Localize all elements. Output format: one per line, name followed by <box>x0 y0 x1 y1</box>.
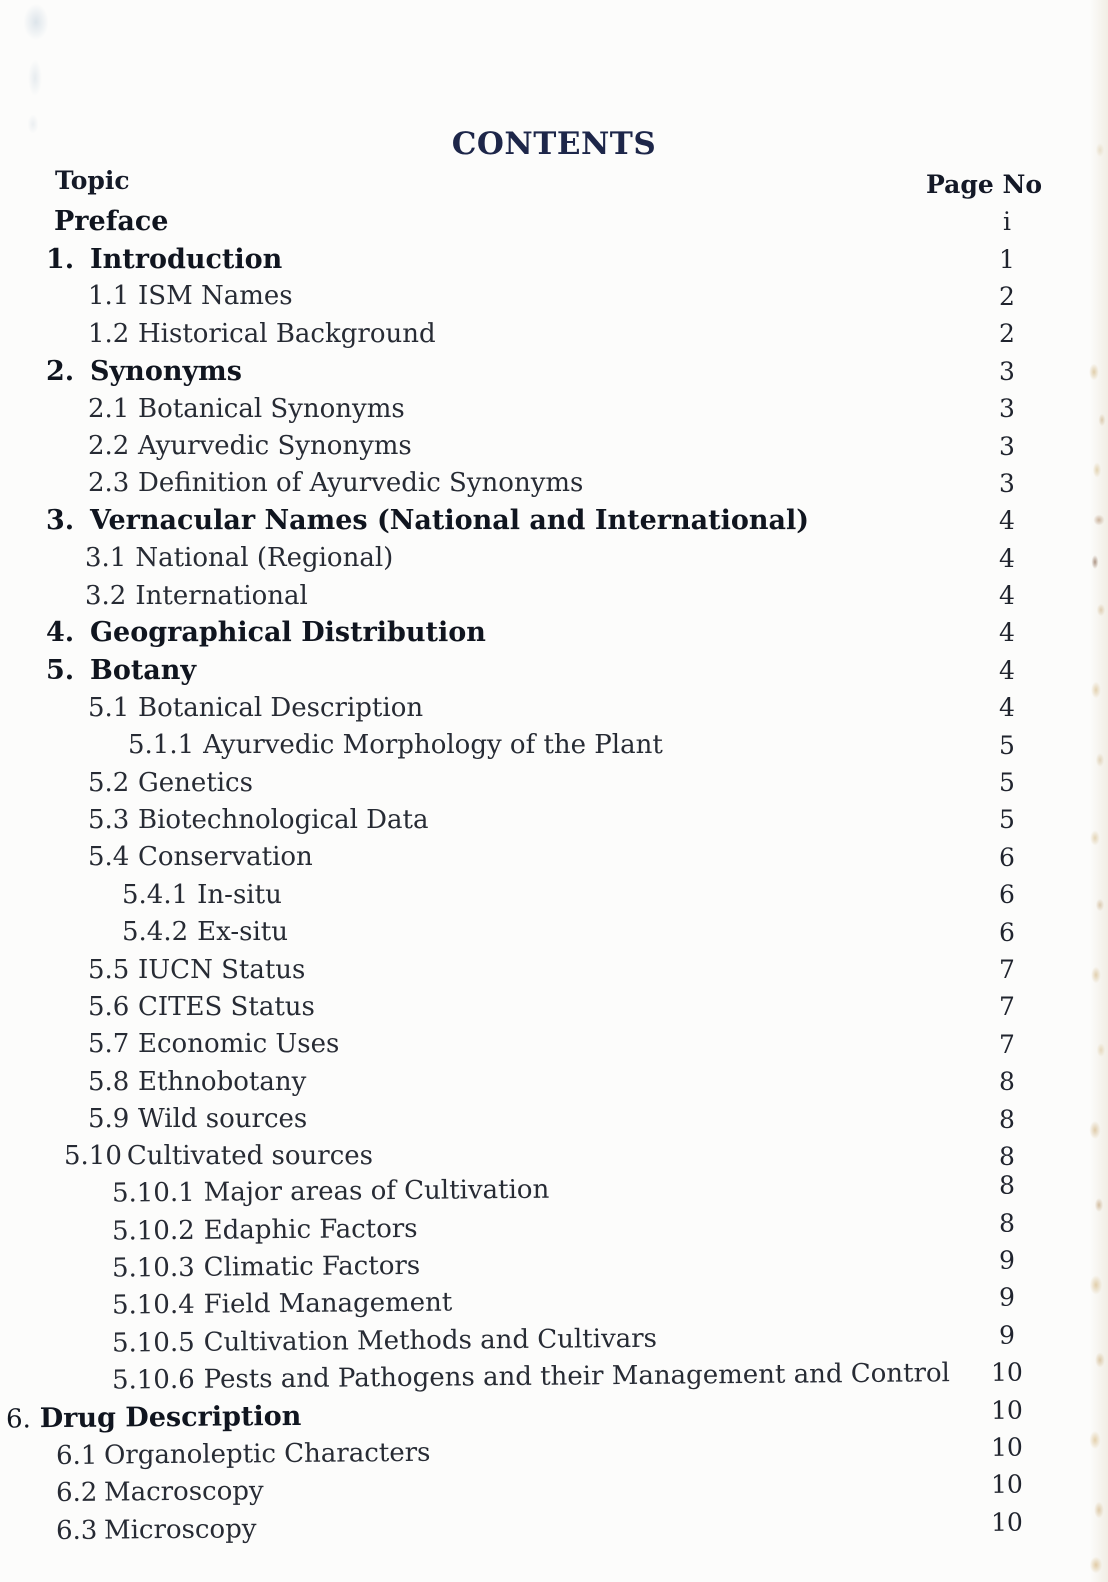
toc-item-page-number: 8 <box>999 1104 1015 1134</box>
toc-item-page-number: 4 <box>999 581 1015 611</box>
toc-row <box>0 240 1108 277</box>
toc-row <box>0 689 1108 726</box>
toc-item-page-number: 5 <box>999 805 1015 835</box>
toc-item-label: Vernacular Names (National and International) <box>90 505 809 537</box>
toc-row <box>0 652 1108 689</box>
toc-row <box>0 801 1108 838</box>
toc-item-number: 1. <box>46 243 75 275</box>
toc-item-number: 5.8 <box>88 1066 130 1097</box>
toc-item-number: 5.10 <box>64 1141 122 1172</box>
toc-row <box>0 764 1108 801</box>
toc-item-page-number: 6 <box>999 842 1015 872</box>
toc-item-page-number: 9 <box>998 1283 1016 1313</box>
toc-item-page-number: 2 <box>999 319 1015 349</box>
toc-item-label: National (Regional) <box>135 543 394 574</box>
toc-row <box>0 1026 1108 1063</box>
toc-item-page-number: 7 <box>999 955 1015 984</box>
toc-item-label: Pests and Pathogens and their Management and Control <box>203 1358 951 1395</box>
toc-row <box>0 876 1108 913</box>
column-header <box>0 166 1108 200</box>
page-edge-stains <box>1082 0 1108 1582</box>
toc-row <box>0 465 1108 502</box>
toc-item-label: Ayurvedic Synonyms <box>138 431 412 462</box>
toc-item-page-number: 7 <box>999 1029 1015 1059</box>
toc-item-page-number: i <box>1003 207 1011 237</box>
toc-item-page-number: 10 <box>990 1395 1023 1425</box>
toc-item-page-number: 3 <box>999 468 1015 498</box>
toc-row <box>0 390 1108 427</box>
toc-item-number: 5.10.1 <box>111 1177 195 1209</box>
toc-item-label: Climatic Factors <box>203 1250 421 1283</box>
toc-item-number: 3. <box>46 505 75 537</box>
toc-item-page-number: 1 <box>999 244 1015 274</box>
toc-item-number: 5.3 <box>88 804 130 835</box>
toc-item-number: 6.1 <box>55 1440 98 1471</box>
toc-item-page-number: 8 <box>998 1208 1016 1238</box>
toc-item-page-number: 6 <box>999 880 1015 910</box>
toc-item-label: Drug Description <box>39 1400 302 1434</box>
toc-item-number: 5. <box>46 654 75 686</box>
toc-row <box>0 278 1108 315</box>
toc-item-number: 5.1 <box>88 692 130 723</box>
toc-item-page-number: 10 <box>990 1507 1023 1537</box>
toc-item-label: Field Management <box>203 1287 453 1320</box>
toc-item-page-number: 8 <box>998 1171 1016 1201</box>
toc-item-page-number: 4 <box>999 618 1015 648</box>
toc-item-label: Genetics <box>138 767 253 798</box>
toc-item-label: Botany <box>90 654 197 686</box>
toc-item-page-number: 4 <box>999 693 1015 723</box>
toc-row <box>0 427 1108 464</box>
toc-item-label: International <box>135 580 308 611</box>
toc-item-number: 6. <box>5 1403 31 1434</box>
toc-item-number: 5.10.3 <box>111 1252 195 1284</box>
toc-row <box>0 726 1108 763</box>
toc-item-page-number: 7 <box>999 992 1015 1022</box>
toc-item-page-number: 5 <box>999 730 1015 760</box>
toc-row <box>0 1100 1108 1137</box>
toc-item-page-number: 10 <box>990 1470 1023 1500</box>
toc-row <box>0 1063 1108 1100</box>
toc-item-label: Cultivation Methods and Cultivars <box>203 1323 658 1358</box>
toc-item-page-number: 4 <box>999 655 1015 685</box>
toc-item-number: 2.2 <box>88 431 130 462</box>
toc-item-page-number: 4 <box>999 506 1015 536</box>
toc-item-label: Definition of Ayurvedic Synonyms <box>138 468 584 499</box>
toc-row <box>0 502 1108 539</box>
toc-item-label: Conservation <box>138 842 313 873</box>
toc-item-number: 5.4.1 <box>122 879 189 910</box>
toc-item-number: 5.1.1 <box>128 730 195 761</box>
toc-item-label: Biotechnological Data <box>138 804 429 835</box>
toc-item-number: 5.5 <box>88 954 130 985</box>
toc-item-number: 5.10.4 <box>111 1289 195 1321</box>
page-title: CONTENTS <box>451 126 657 162</box>
topic-column-label: Topic <box>55 166 130 195</box>
toc-item-label: Ayurvedic Morphology of the Plant <box>203 730 663 761</box>
toc-item-label: Introduction <box>90 243 283 275</box>
toc-item-label: Organoleptic Characters <box>103 1437 431 1471</box>
toc-item-label: Botanical Synonyms <box>138 393 405 424</box>
page-no-column-label: Page No <box>926 170 1042 199</box>
toc-item-page-number: 5 <box>999 768 1015 798</box>
toc-item-page-number: 8 <box>999 1141 1015 1171</box>
toc-item-label: Microscopy <box>103 1513 257 1545</box>
toc-item-label: Economic Uses <box>138 1029 340 1060</box>
toc-item-label: Botanical Description <box>138 692 424 723</box>
toc-item-page-number: 6 <box>999 917 1015 947</box>
toc-item-label: Ex-situ <box>197 917 288 948</box>
toc-item-page-number: 9 <box>998 1320 1016 1350</box>
toc-item-label: CITES Status <box>138 991 315 1022</box>
toc-row <box>0 839 1108 876</box>
toc-item-number: 5.9 <box>88 1104 130 1135</box>
toc-item-number: 6.2 <box>55 1477 98 1509</box>
toc-row <box>0 315 1108 352</box>
toc-item-label: Ethnobotany <box>138 1066 307 1097</box>
toc-row <box>0 540 1108 577</box>
toc-row <box>0 951 1108 988</box>
toc-item-number: 5.10.6 <box>111 1364 195 1396</box>
toc-item-number: 1.2 <box>88 318 130 349</box>
toc-item-label: IUCN Status <box>138 954 306 985</box>
toc-row <box>0 577 1108 614</box>
toc-row <box>0 203 1108 240</box>
toc-row <box>0 614 1108 651</box>
toc-item-number: 6.3 <box>55 1515 98 1546</box>
toc-item-page-number: 10 <box>990 1432 1023 1462</box>
toc-item-page-number: 9 <box>998 1245 1016 1275</box>
toc-item-number: 5.6 <box>88 991 130 1022</box>
toc-item-page-number: 4 <box>999 543 1015 573</box>
toc-item-number: 5.4 <box>88 842 130 873</box>
toc-item-number: 5.4.2 <box>122 917 189 948</box>
toc-item-number: 2.3 <box>88 468 130 499</box>
toc-item-label: Major areas of Cultivation <box>203 1174 550 1208</box>
toc-item-number: 3.1 <box>85 543 127 574</box>
toc-item-number: 2.1 <box>88 393 130 424</box>
toc-row <box>0 353 1108 390</box>
toc-item-page-number: 8 <box>999 1067 1015 1097</box>
toc-item-label: ISM Names <box>138 281 293 312</box>
toc-item-number: 3.2 <box>85 580 127 611</box>
toc-item-number: 5.10.2 <box>111 1215 195 1246</box>
toc-item-page-number: 3 <box>999 394 1015 424</box>
toc-item-number: 5.10.5 <box>111 1327 195 1358</box>
toc-item-number: 5.7 <box>88 1029 130 1060</box>
toc-list <box>0 203 1108 1549</box>
toc-item-page-number: 2 <box>999 281 1015 311</box>
toc-row <box>0 913 1108 950</box>
toc-item-label: Synonyms <box>90 355 242 387</box>
toc-item-label: Wild sources <box>138 1104 308 1135</box>
toc-item-label: Historical Background <box>138 318 436 349</box>
toc-item-number: 2. <box>46 355 75 387</box>
toc-item-page-number: 3 <box>999 431 1015 461</box>
toc-item-number: 5.2 <box>88 767 130 798</box>
toc-item-label: Edaphic Factors <box>203 1213 418 1245</box>
toc-item-label: In-situ <box>197 879 282 910</box>
toc-item-number: 4. <box>46 617 75 649</box>
toc-row <box>0 988 1108 1025</box>
toc-item-label: Macroscopy <box>103 1476 264 1508</box>
toc-item-label: Preface <box>54 206 169 238</box>
toc-item-page-number: 3 <box>999 356 1015 386</box>
toc-item-number: 1.1 <box>88 281 130 312</box>
toc-item-page-number: 10 <box>990 1357 1023 1388</box>
toc-item-label: Geographical Distribution <box>90 617 486 649</box>
toc-item-label: Cultivated sources <box>126 1141 374 1172</box>
